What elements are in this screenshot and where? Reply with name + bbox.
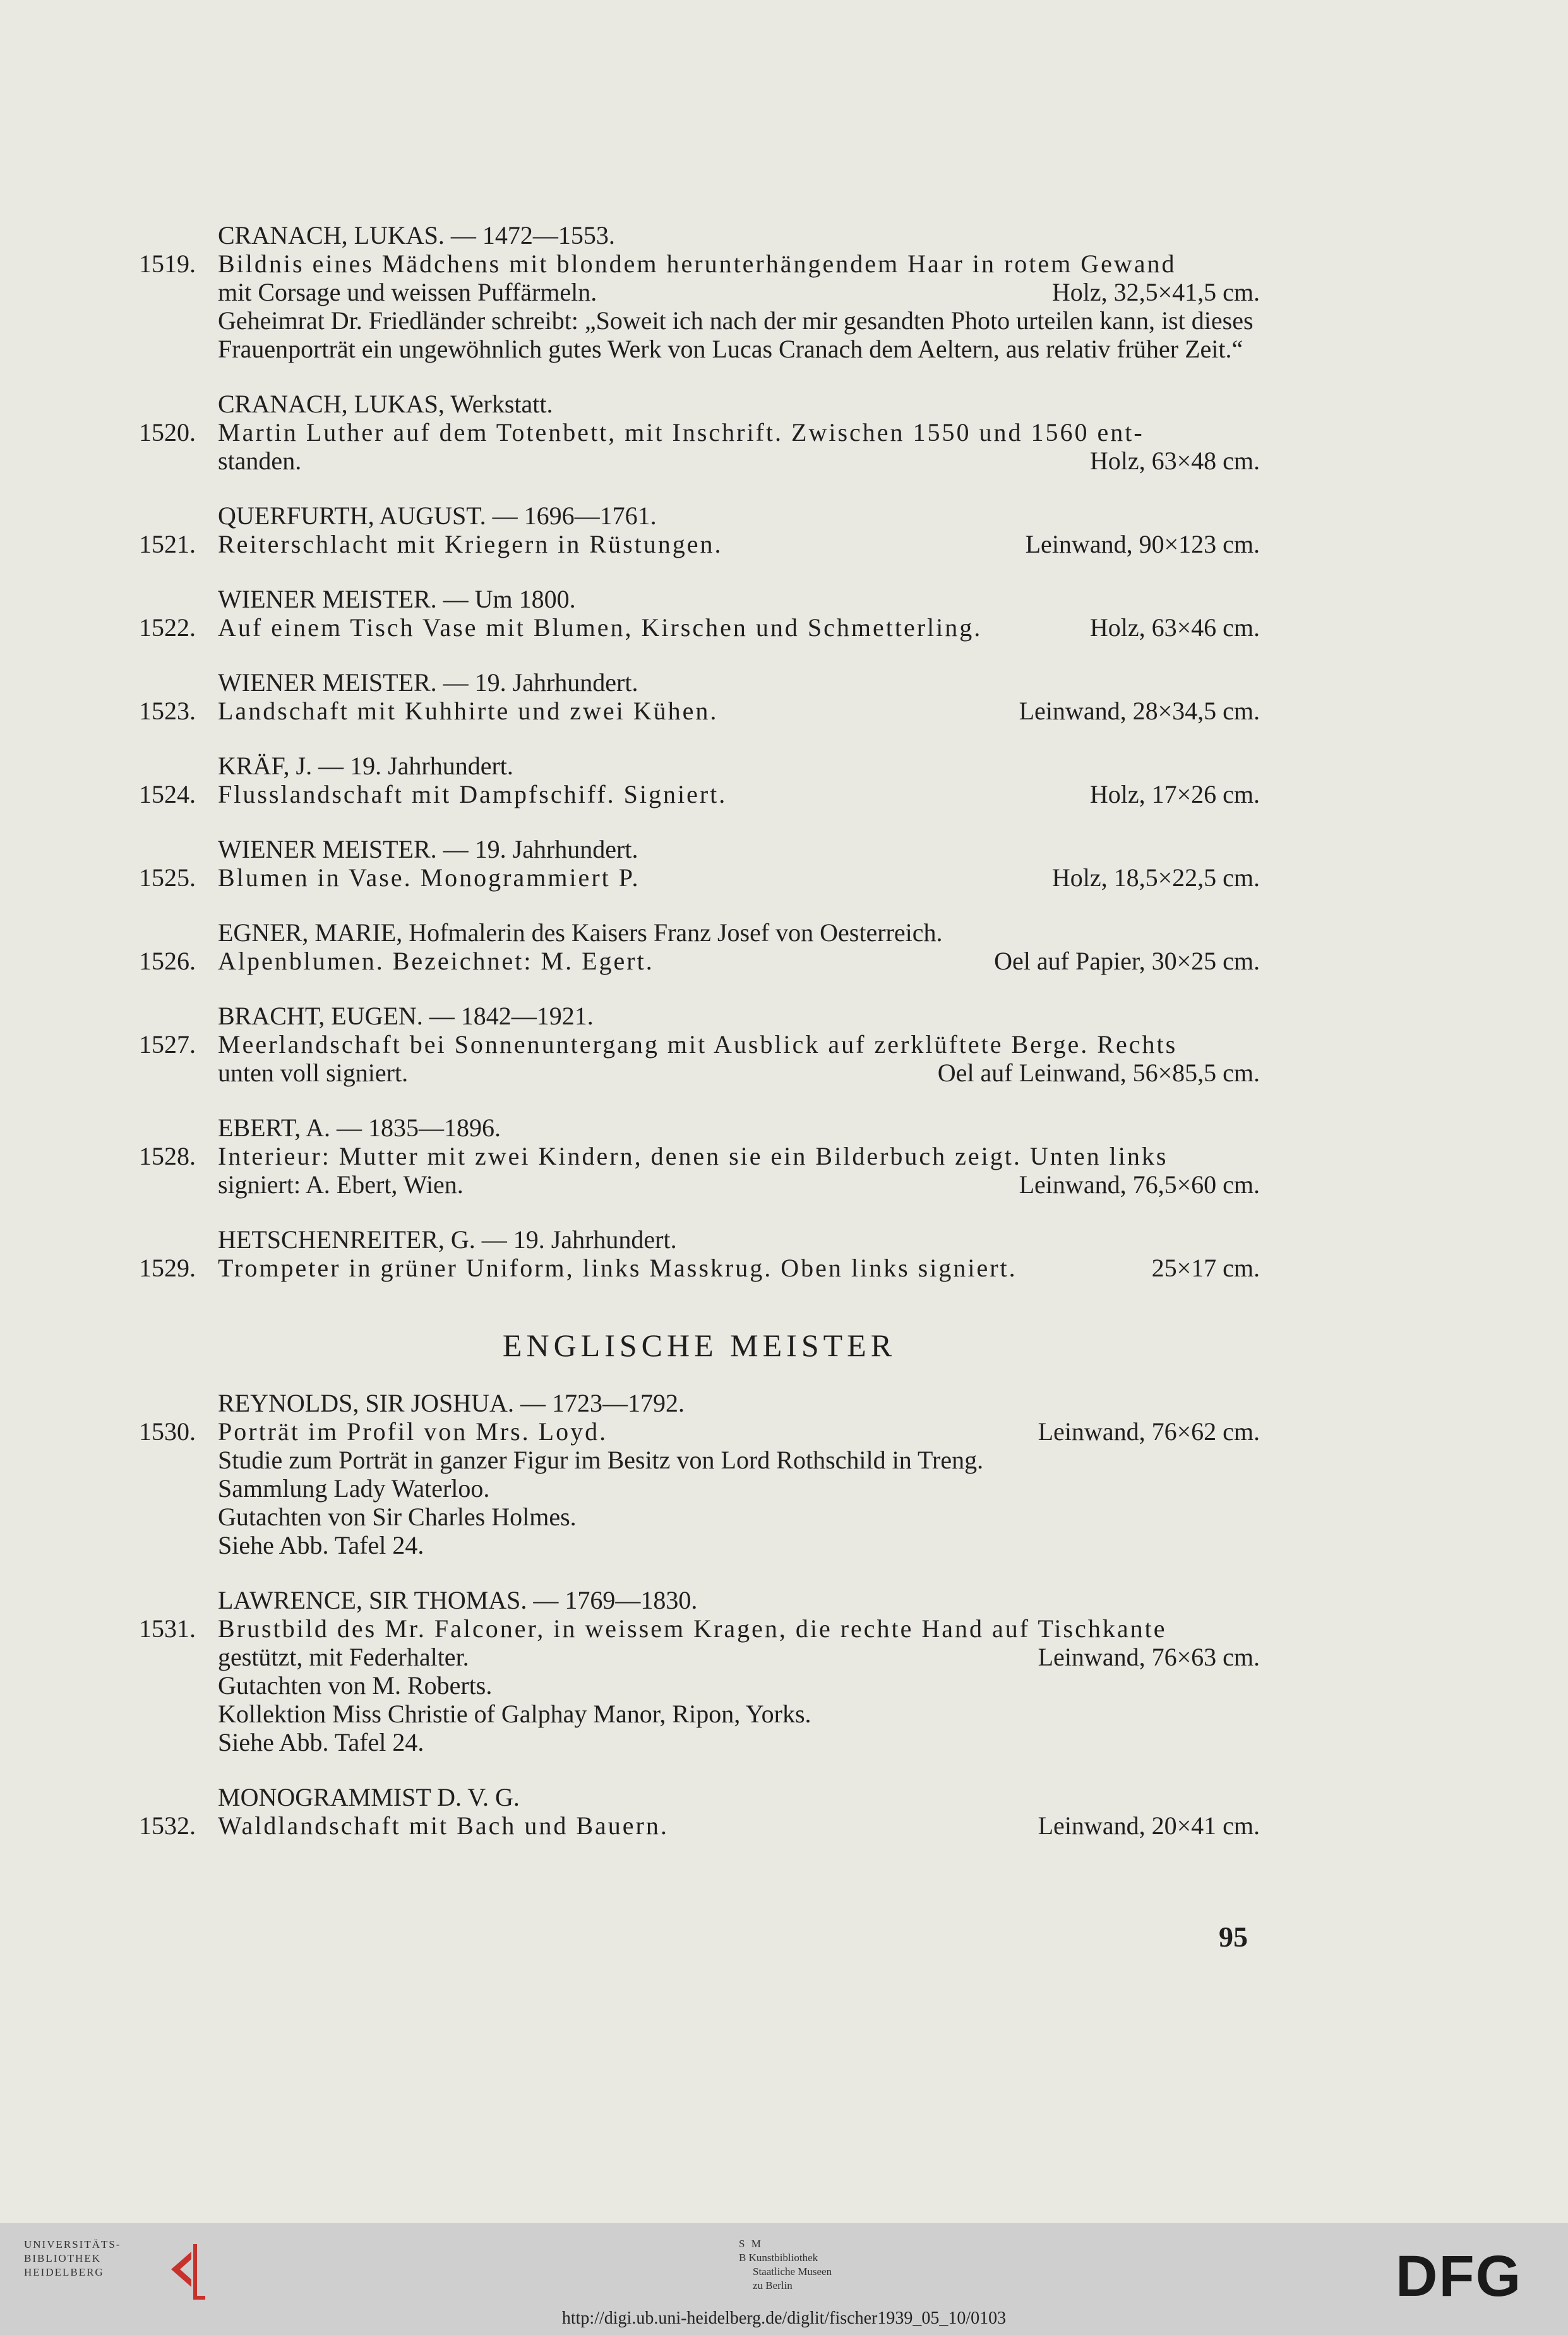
description-text: gestützt, mit Federhalter. <box>218 1643 469 1671</box>
smb-line: B Kunstbibliothek <box>739 2252 818 2264</box>
description-text: Meerlandschaft bei Sonnenuntergang mit Ausblick auf zerklüftete Berge. Rechts <box>218 1030 1178 1059</box>
lot-number: 1531. <box>139 1614 196 1643</box>
description-line <box>218 780 1260 808</box>
catalogue-entry <box>139 668 1260 725</box>
medium-dimensions: Leinwand, 76×63 cm. <box>1038 1643 1260 1671</box>
description-text: Porträt im Profil von Mrs. Loyd. <box>218 1417 608 1446</box>
catalogue-entry <box>139 1389 1260 1559</box>
item-description <box>139 530 1260 558</box>
lot-number: 1532. <box>139 1811 196 1840</box>
university-name-line: HEIDELBERG <box>24 2266 104 2278</box>
description-line <box>218 1059 1260 1087</box>
artist-name: MONOGRAMMIST D. V. G. <box>218 1783 520 1811</box>
item-description <box>139 1417 1260 1446</box>
description-text: Alpenblumen. Bezeichnet: M. Egert. <box>218 947 654 975</box>
medium-dimensions: Holz, 63×46 cm. <box>1089 613 1260 642</box>
university-name-line: BIBLIOTHEK <box>24 2252 101 2264</box>
item-description <box>139 418 1260 475</box>
lot-number: 1520. <box>139 418 196 447</box>
medium-dimensions: Leinwand, 28×34,5 cm. <box>1019 697 1260 725</box>
description-text: Blumen in Vase. Monogrammiert P. <box>218 863 640 892</box>
medium-dimensions: Holz, 32,5×41,5 cm. <box>1051 278 1260 306</box>
lot-number: 1526. <box>139 947 196 975</box>
artist-name: REYNOLDS, SIR JOSHUA. — 1723—1792. <box>218 1389 685 1417</box>
description-text: Brustbild des Mr. Falconer, in weissem Kragen, die rechte Hand auf Tischkante <box>218 1614 1167 1643</box>
entries-top <box>139 221 1260 1282</box>
item-description <box>139 947 1260 975</box>
item-description <box>139 1811 1260 1840</box>
catalogue-entry <box>139 1225 1260 1282</box>
description-line <box>218 1417 1260 1446</box>
medium-dimensions: 25×17 cm. <box>1151 1254 1260 1282</box>
medium-dimensions: Leinwand, 76,5×60 cm. <box>1019 1170 1260 1199</box>
catalogue-entry <box>139 1002 1260 1087</box>
lot-number: 1524. <box>139 780 196 808</box>
medium-dimensions: Holz, 18,5×22,5 cm. <box>1051 863 1260 892</box>
item-description <box>139 249 1260 306</box>
source-url[interactable]: http://digi.ub.uni-heidelberg.de/diglit/fischer1939_05_10/0103 <box>561 2308 1007 2328</box>
university-library-logo[interactable] <box>24 2238 195 2304</box>
description-line <box>218 1811 1260 1840</box>
lot-number: 1529. <box>139 1254 196 1282</box>
item-description <box>139 1142 1260 1199</box>
artist-name: KRÄF, J. — 19. Jahrhundert. <box>218 752 513 780</box>
lot-number: 1523. <box>139 697 196 725</box>
medium-dimensions: Leinwand, 90×123 cm. <box>1025 530 1260 558</box>
dfg-logo[interactable]: DFG <box>1396 2244 1523 2308</box>
lot-number: 1525. <box>139 863 196 892</box>
catalogue-content <box>139 221 1260 1866</box>
medium-dimensions: Leinwand, 76×62 cm. <box>1038 1417 1260 1446</box>
description-text: Waldlandschaft mit Bach und Bauern. <box>218 1811 669 1840</box>
catalogue-entry <box>139 390 1260 475</box>
provenance-note: Gutachten von Sir Charles Holmes. <box>218 1503 577 1531</box>
provenance-note: Geheimrat Dr. Friedländer schreibt: „Soweit ich nach der mir gesandten Photo urteilen kann, ist dieses Frauenporträt ein ungewöhnlich gutes Werk von Lucas Cranach dem Aeltern, aus relativ früher Zeit.“ <box>218 306 1254 363</box>
university-name-line: UNIVERSITÄTS- <box>24 2238 121 2250</box>
description-line <box>218 530 1260 558</box>
description-line <box>218 1170 1260 1199</box>
catalogue-entry <box>139 1586 1260 1756</box>
catalogue-entry <box>139 1113 1260 1199</box>
description-line <box>218 1254 1260 1282</box>
provenance-note: Studie zum Porträt in ganzer Figur im Besitz von Lord Rothschild in Treng. <box>218 1446 984 1474</box>
artist-name: EBERT, A. — 1835—1896. <box>218 1113 501 1142</box>
medium-dimensions: Holz, 17×26 cm. <box>1089 780 1260 808</box>
description-text: standen. <box>218 447 302 475</box>
provenance-note: Siehe Abb. Tafel 24. <box>218 1531 424 1559</box>
description-text: unten voll signiert. <box>218 1059 409 1087</box>
description-text: Interieur: Mutter mit zwei Kindern, denen sie ein Bilderbuch zeigt. Unten links <box>218 1142 1168 1170</box>
description-text: Trompeter in grüner Uniform, links Masskrug. Oben links signiert. <box>218 1254 1017 1282</box>
lot-number: 1521. <box>139 530 196 558</box>
university-mark-icon <box>166 2238 210 2304</box>
artist-name: EGNER, MARIE, Hofmalerin des Kaisers Franz Josef von Oesterreich. <box>218 918 943 947</box>
description-line <box>218 278 1260 306</box>
description-text: Auf einem Tisch Vase mit Blumen, Kirschen und Schmetterling. <box>218 613 983 642</box>
artist-name: WIENER MEISTER. — 19. Jahrhundert. <box>218 668 638 697</box>
catalogue-entry <box>139 1783 1260 1840</box>
smb-mark: S M <box>739 2238 763 2250</box>
medium-dimensions: Oel auf Papier, 30×25 cm. <box>994 947 1260 975</box>
description-line <box>218 947 1260 975</box>
description-text: Bildnis eines Mädchens mit blondem herunterhängendem Haar in rotem Gewand <box>218 249 1176 278</box>
catalogue-entry <box>139 918 1260 975</box>
catalogue-entry <box>139 501 1260 558</box>
lot-number: 1527. <box>139 1030 196 1059</box>
medium-dimensions: Oel auf Leinwand, 56×85,5 cm. <box>937 1059 1260 1087</box>
catalogue-entry <box>139 585 1260 642</box>
description-line <box>218 1643 1260 1671</box>
provenance-note: Siehe Abb. Tafel 24. <box>218 1728 424 1756</box>
lot-number: 1522. <box>139 613 196 642</box>
item-description <box>139 1030 1260 1087</box>
description-text: Reiterschlacht mit Kriegern in Rüstungen. <box>218 530 723 558</box>
artist-name: QUERFURTH, AUGUST. — 1696—1761. <box>218 501 657 530</box>
medium-dimensions: Holz, 63×48 cm. <box>1089 447 1260 475</box>
description-line <box>218 1142 1260 1170</box>
catalogue-entry <box>139 752 1260 808</box>
lot-number: 1530. <box>139 1417 196 1446</box>
provenance-note: Kollektion Miss Christie of Galphay Manor, Ripon, Yorks. <box>218 1700 811 1728</box>
description-line <box>218 863 1260 892</box>
smb-kunstbibliothek-logo[interactable] <box>739 2237 832 2293</box>
item-description <box>139 1254 1260 1282</box>
smb-line: Staatliche Museen <box>753 2266 832 2278</box>
artist-name: WIENER MEISTER. — 19. Jahrhundert. <box>218 835 638 863</box>
description-line <box>218 418 1260 447</box>
description-text: signiert: A. Ebert, Wien. <box>218 1170 464 1199</box>
item-description <box>139 697 1260 725</box>
description-line <box>218 613 1260 642</box>
artist-name: HETSCHENREITER, G. — 19. Jahrhundert. <box>218 1225 677 1254</box>
page-number: 95 <box>1219 1921 1248 1953</box>
section-heading: ENGLISCHE MEISTER <box>502 1328 897 1363</box>
artist-name: WIENER MEISTER. — Um 1800. <box>218 585 576 613</box>
smb-line: zu Berlin <box>753 2279 793 2291</box>
description-line <box>218 1030 1260 1059</box>
catalogue-entry <box>139 221 1260 363</box>
description-text: Landschaft mit Kuhhirte und zwei Kühen. <box>218 697 719 725</box>
item-description <box>139 780 1260 808</box>
artist-name: CRANACH, LUKAS, Werkstatt. <box>218 390 553 418</box>
description-line <box>218 697 1260 725</box>
description-text: mit Corsage und weissen Puffärmeln. <box>218 278 597 306</box>
catalogue-entry <box>139 835 1260 892</box>
lot-number: 1519. <box>139 249 196 278</box>
entries-bottom <box>139 1389 1260 1840</box>
artist-name: BRACHT, EUGEN. — 1842—1921. <box>218 1002 594 1030</box>
item-description <box>139 863 1260 892</box>
description-line <box>218 447 1260 475</box>
description-line <box>218 249 1260 278</box>
item-description <box>139 613 1260 642</box>
provenance-note: Gutachten von M. Roberts. <box>218 1671 493 1700</box>
item-description <box>139 1614 1260 1671</box>
provenance-note: Sammlung Lady Waterloo. <box>218 1474 490 1503</box>
artist-name: CRANACH, LUKAS. — 1472—1553. <box>218 221 615 249</box>
artist-name: LAWRENCE, SIR THOMAS. — 1769—1830. <box>218 1586 698 1614</box>
description-text: Flusslandschaft mit Dampfschiff. Signiert. <box>218 780 727 808</box>
description-text: Martin Luther auf dem Totenbett, mit Inschrift. Zwischen 1550 und 1560 ent- <box>218 418 1144 447</box>
description-line <box>218 1614 1260 1643</box>
medium-dimensions: Leinwand, 20×41 cm. <box>1038 1811 1260 1840</box>
lot-number: 1528. <box>139 1142 196 1170</box>
